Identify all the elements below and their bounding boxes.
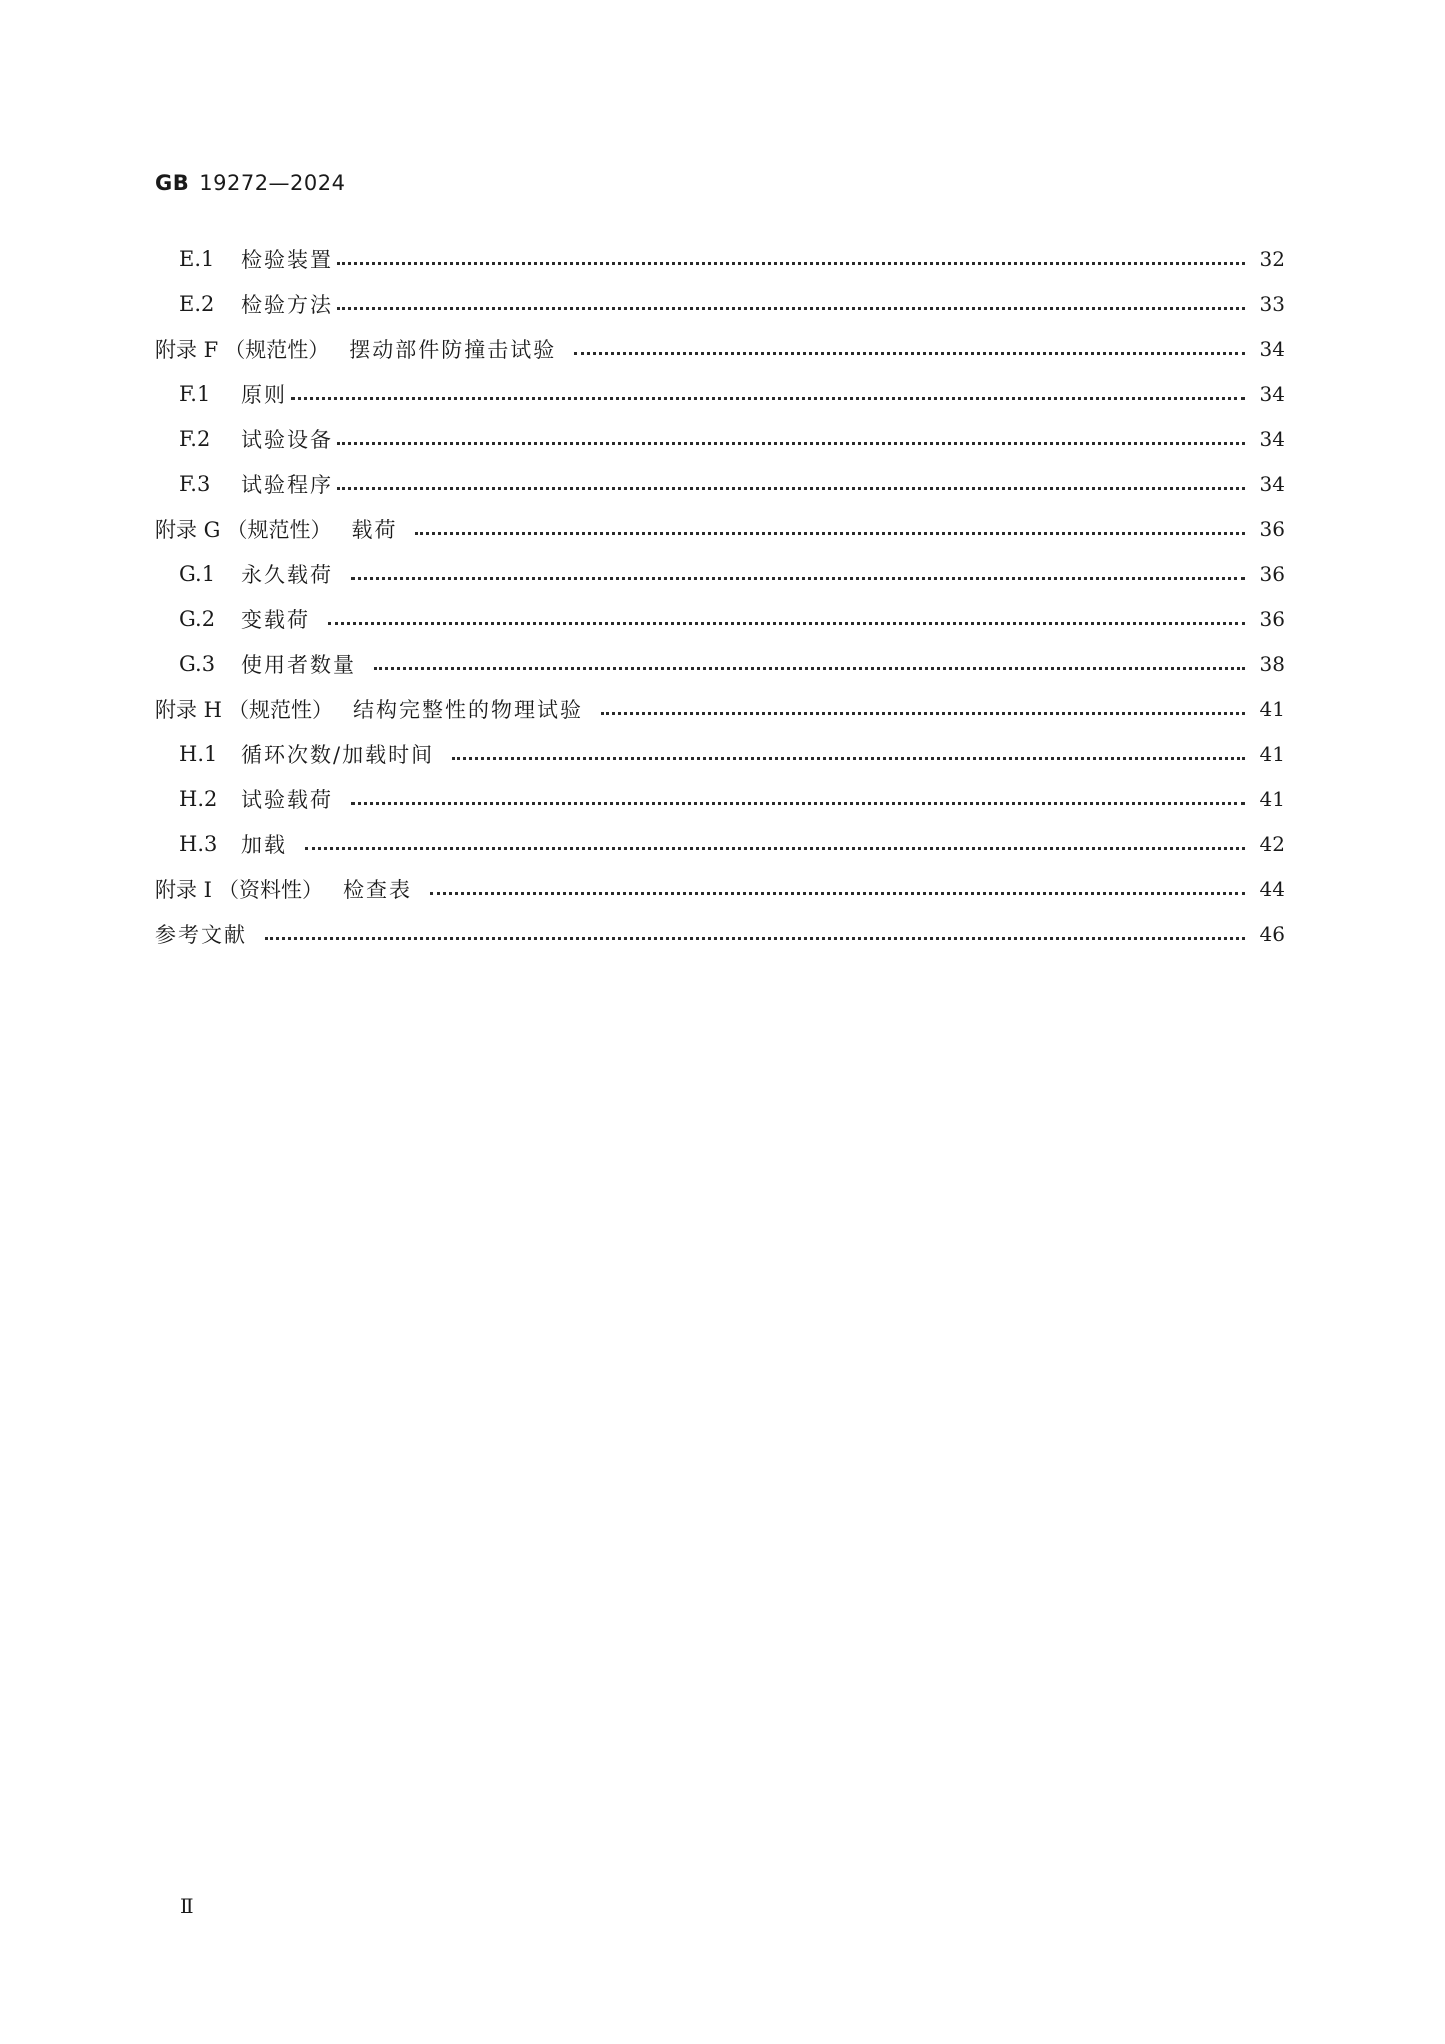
toc-entry-label <box>179 784 347 814</box>
document-header <box>155 171 346 195</box>
toc-entry-title: 使用者数量 <box>241 652 356 677</box>
toc-entry-title: 原则 <box>241 382 287 407</box>
toc-page-number: 41 <box>1259 741 1285 766</box>
appendix-code: 附录 G <box>155 517 221 542</box>
toc-page-number: 32 <box>1259 246 1285 271</box>
toc-entry[interactable] <box>155 551 1285 596</box>
dot-leader <box>415 532 1245 535</box>
toc-entry-label <box>155 694 597 724</box>
toc-entry[interactable] <box>155 596 1285 641</box>
dot-leader <box>305 847 1245 850</box>
toc-page-number: 34 <box>1259 336 1285 361</box>
toc-entry-title: 循环次数/加载时间 <box>241 742 435 767</box>
toc-entry-label <box>155 874 426 904</box>
toc-entry[interactable] <box>155 776 1285 821</box>
appendix-kind: （规范性） <box>226 517 332 542</box>
toc-page-number: 41 <box>1259 786 1285 811</box>
toc-entry[interactable] <box>155 371 1285 416</box>
table-of-contents <box>155 236 1285 956</box>
toc-page-number: 38 <box>1259 651 1285 676</box>
toc-entry-title: 结构完整性的物理试验 <box>353 697 583 722</box>
section-code: E.2 <box>179 291 215 316</box>
toc-entry-title: 载荷 <box>351 517 398 542</box>
toc-entry-label <box>179 649 370 679</box>
toc-entry-label <box>155 334 570 364</box>
dot-leader <box>374 667 1245 670</box>
dot-leader <box>328 622 1245 625</box>
toc-entry-title: 检查表 <box>342 877 412 902</box>
dot-leader <box>337 262 1245 265</box>
page-number-footer: Ⅱ <box>180 1894 194 1918</box>
toc-page-number: 36 <box>1259 561 1285 586</box>
toc-entry-title: 试验设备 <box>241 427 333 452</box>
appendix-code: 附录 F <box>155 337 219 362</box>
standard-number: 19272—2024 <box>199 171 346 195</box>
toc-page-number: 34 <box>1259 426 1285 451</box>
section-code: H.1 <box>179 741 218 766</box>
dot-leader <box>351 802 1245 805</box>
toc-entry[interactable] <box>155 236 1285 281</box>
toc-page-number: 34 <box>1259 471 1285 496</box>
section-code: E.1 <box>179 246 215 271</box>
toc-entry-title: 检验方法 <box>241 292 333 317</box>
toc-page-number: 42 <box>1259 831 1285 856</box>
toc-entry-title: 加载 <box>241 832 287 857</box>
toc-entry-title: 检验装置 <box>241 247 333 272</box>
toc-entry-label <box>179 379 287 409</box>
toc-entry-title: 永久载荷 <box>241 562 333 587</box>
standard-prefix: GB <box>155 171 190 195</box>
dot-leader <box>291 397 1245 400</box>
dot-leader <box>337 487 1245 490</box>
toc-entry[interactable] <box>155 686 1285 731</box>
section-code: H.3 <box>179 831 218 856</box>
dot-leader <box>430 892 1245 895</box>
appendix-kind: （规范性） <box>228 697 333 722</box>
toc-entry[interactable] <box>155 416 1285 461</box>
toc-entry[interactable] <box>155 731 1285 776</box>
toc-entry-label <box>179 739 448 769</box>
section-code: G.1 <box>179 561 216 586</box>
toc-entry-title: 试验程序 <box>241 472 333 497</box>
section-code: F.1 <box>179 381 211 406</box>
dot-leader <box>337 442 1245 445</box>
dot-leader <box>337 307 1245 310</box>
toc-entry-label <box>155 919 261 949</box>
toc-entry[interactable] <box>155 461 1285 506</box>
toc-page-number: 46 <box>1259 921 1285 946</box>
toc-page-number: 36 <box>1259 606 1285 631</box>
toc-page-number: 36 <box>1259 516 1285 541</box>
toc-entry-title: 参考文献 <box>155 922 247 947</box>
section-code: G.2 <box>179 606 216 631</box>
toc-entry-label <box>179 829 301 859</box>
section-code: G.3 <box>179 651 216 676</box>
toc-entry[interactable] <box>155 641 1285 686</box>
toc-entry[interactable] <box>155 281 1285 326</box>
toc-page-number: 33 <box>1259 291 1285 316</box>
appendix-code: 附录 H <box>155 697 222 722</box>
dot-leader <box>265 937 1245 940</box>
toc-entry-label <box>179 469 333 499</box>
dot-leader <box>351 577 1245 580</box>
toc-entry-label <box>179 604 324 634</box>
section-code: H.2 <box>179 786 218 811</box>
dot-leader <box>574 352 1245 355</box>
section-code: F.3 <box>179 471 211 496</box>
toc-entry-label <box>179 289 333 319</box>
toc-entry-label <box>155 514 411 544</box>
toc-entry-label <box>179 424 333 454</box>
toc-entry-title: 试验载荷 <box>241 787 333 812</box>
toc-entry[interactable] <box>155 821 1285 866</box>
toc-page-number: 44 <box>1259 876 1285 901</box>
toc-entry[interactable] <box>155 866 1285 911</box>
toc-entry[interactable] <box>155 326 1285 371</box>
dot-leader <box>601 712 1245 715</box>
appendix-code: 附录 I <box>155 877 212 902</box>
toc-entry[interactable] <box>155 911 1285 956</box>
appendix-kind: （规范性） <box>224 337 330 362</box>
toc-entry-label <box>179 559 347 589</box>
dot-leader <box>452 757 1245 760</box>
toc-entry-title: 摆动部件防撞击试验 <box>349 337 557 362</box>
toc-entry-title: 变载荷 <box>241 607 310 632</box>
toc-entry-label <box>179 244 333 274</box>
appendix-kind: （资料性） <box>217 877 323 902</box>
toc-page-number: 34 <box>1259 381 1285 406</box>
toc-page-number: 41 <box>1259 696 1285 721</box>
section-code: F.2 <box>179 426 211 451</box>
toc-entry[interactable] <box>155 506 1285 551</box>
